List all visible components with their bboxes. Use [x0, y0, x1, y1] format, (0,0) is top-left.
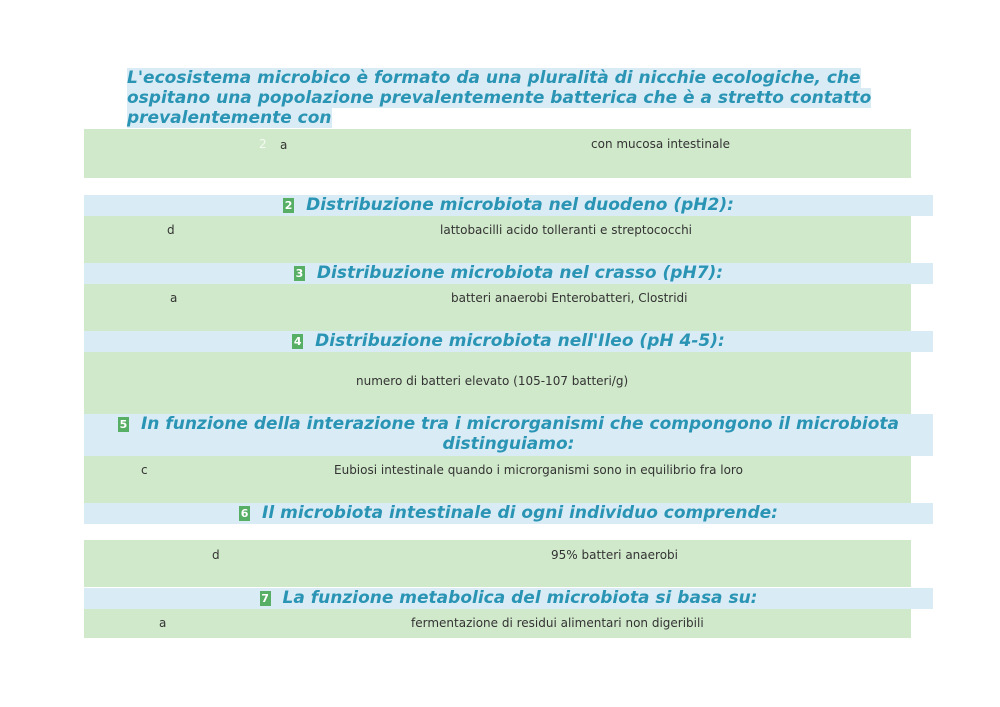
question-5-title-line-1: In funzione della interazione tra i microrganismi che compongono il microbiota	[140, 414, 900, 434]
answer-7-text: fermentazione di residui alimentari non digeribili	[411, 616, 704, 630]
question-1-title-line-3: prevalentemente con	[127, 108, 332, 128]
question-5-title-line-2: distinguiamo:	[442, 434, 575, 454]
question-1-number: 2	[259, 137, 267, 151]
answer-row-2	[84, 216, 911, 263]
answer-1-text: con mucosa intestinale	[591, 137, 731, 151]
question-2-title: Distribuzione microbiota nel duodeno (pH2):	[306, 195, 734, 215]
question-4-number: 4	[293, 335, 302, 348]
question-4-header	[84, 331, 933, 352]
question-3-number: 3	[295, 267, 304, 280]
answer-3-text: batteri anaerobi Enterobatteri, Clostridi	[451, 291, 688, 305]
answer-2-text: lattobacilli acido tolleranti e streptococchi	[440, 223, 693, 237]
question-1-title	[127, 68, 871, 128]
question-7-title: La funzione metabolica del microbiota si basa su:	[282, 588, 758, 608]
answer-row-3	[84, 284, 911, 331]
answer-5-letter: c	[141, 463, 148, 477]
answer-6-letter: d	[212, 548, 220, 562]
question-6-number: 6	[240, 507, 249, 520]
answer-1-letter: a	[280, 138, 288, 152]
answer-5-text: Eubiosi intestinale quando i microrganismi sono in equilibrio fra loro	[334, 463, 743, 477]
question-3-header	[84, 263, 933, 284]
question-2-header	[84, 195, 933, 216]
question-7-number: 7	[261, 592, 269, 605]
question-5-header	[84, 414, 933, 456]
answer-row-7	[84, 609, 911, 638]
answer-4-text: numero di batteri elevato (105-107 batteri/g)	[356, 374, 629, 388]
answer-row-5	[84, 456, 911, 503]
answer-6-text: 95% batteri anaerobi	[551, 548, 678, 562]
question-7-header	[84, 588, 933, 609]
answer-2-letter: d	[167, 223, 175, 237]
answer-7-letter: a	[159, 616, 167, 630]
question-2-number: 2	[284, 199, 293, 212]
question-6-header	[84, 503, 933, 524]
answer-3-letter: a	[170, 291, 178, 305]
question-1-title-line-2: ospitano una popolazione prevalentemente batterica che è a stretto contatto	[127, 88, 872, 108]
question-1-title-line-1: L'ecosistema microbico è formato da una pluralità di nicchie ecologiche, che	[127, 68, 861, 88]
answer-row-4	[84, 352, 911, 414]
answer-row-1	[84, 129, 911, 178]
question-3-title: Distribuzione microbiota nel crasso (pH7):	[316, 263, 724, 283]
answer-row-6	[84, 540, 911, 587]
question-4-title: Distribuzione microbiota nell'Ileo (pH 4-5):	[315, 331, 725, 351]
question-6-title: Il microbiota intestinale di ogni individuo comprende:	[262, 503, 778, 523]
question-5-number: 5	[119, 418, 128, 431]
